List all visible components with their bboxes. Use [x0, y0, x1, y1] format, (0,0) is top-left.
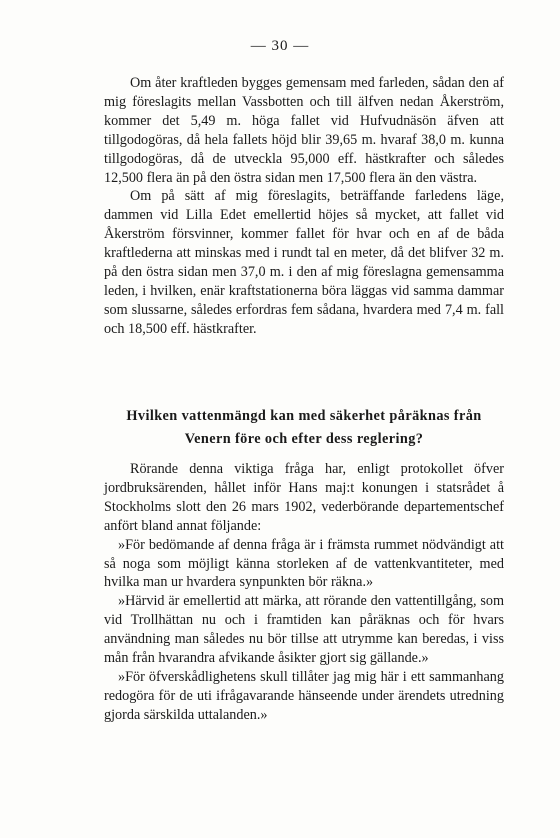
quote-paragraph: »Härvid är emellertid att märka, att rörande den vattentillgång, som vid Trollhättan nu och i framtiden kan påräknas och för hvars användning man således nu bör tillse att utrymme kan beredas, i viss mån från hvarandra afvikande åsikter gjort sig gällande.» — [104, 593, 504, 667]
paragraph: Om åter kraftleden bygges gemensam med farleden, sådan den af mig föreslagits mellan Vassbotten och till älfven nedan Åkerström, kommer det 5,49 m. höga fallet vid Hufvudnäsön äfven att tillgodogöras, då hela fallets höjd blir 39,65 m. hvaraf 38,0 m. kunna tillgodogöras, då de utveckla 95,000 eff. hästkrafter och således 12,500 flera än på den östra sidan men 17,500 flera än den västra. — [104, 75, 504, 186]
heading-line: Venern före och efter dess reglering? — [184, 431, 424, 447]
section-paragraphs — [104, 74, 504, 339]
section-body — [104, 460, 504, 725]
heading-line: Hvilken vattenmängd kan med säkerhet påräknas från — [126, 408, 482, 424]
quote-paragraph: »För bedömande af denna fråga är i främsta rummet nödvändigt att så noga som möjligt känna storleken af de vattenkvantiteter, med hvilka man ur hvardera synpunkten bör räkna.» — [104, 536, 504, 591]
intro-paragraph: Rörande denna viktiga fråga har, enligt protokollet öfver jordbruksärenden, hållet inför Hans maj:t konungen i statsrådet å Stockholms slott den 26 mars 1902, vederbörande departementschef anfört bland annat följande: — [104, 461, 504, 534]
quote-paragraph: »För öfverskådlighetens skull tillåter jag mig här i ett sammanhang redogöra för de uti ifrågavarande hänseende under ärendets utredning gjorda särskilda uttalanden.» — [104, 668, 504, 723]
paragraph: Om på sätt af mig föreslagits, beträffande farledens läge, dammen vid Lilla Edet emellertid höjes så mycket, att fallet vid Åkerström försvinner, kommer fallet för hvar och en af de båda kraftlederna att minskas med i rundt tal en meter, då det blifver 32 m. på den östra sidan men 37,0 m. i den af mig föreslagna gemensamma leden, i hvilken, enär kraftstationerna böra läggas vid samma dammar som slussarne, således erfordras fem sådana, hvardera med 7,4 m. fall och 18,500 eff. hästkrafter. — [104, 188, 504, 337]
section-heading — [98, 405, 510, 451]
page-number: — 30 — — [250, 38, 310, 54]
